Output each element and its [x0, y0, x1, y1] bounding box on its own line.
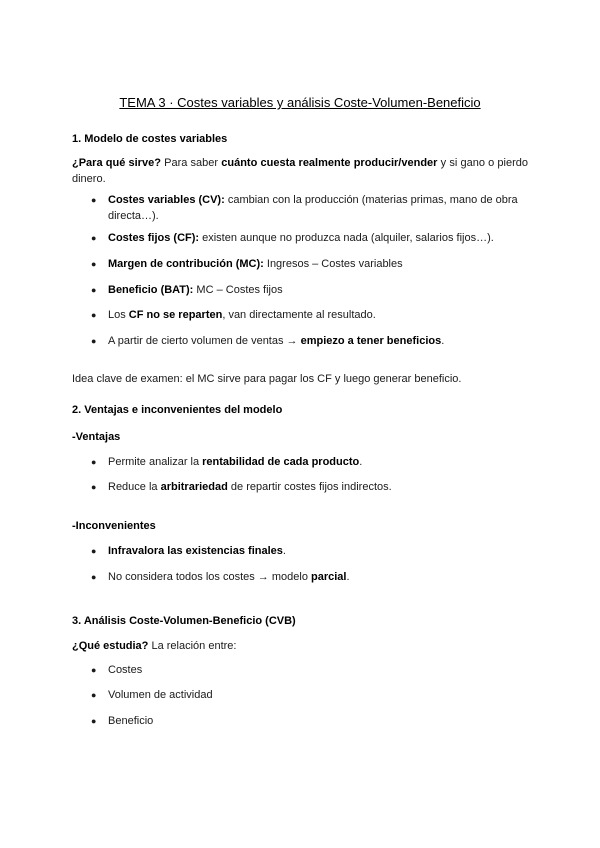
list-item-text: cambian con la producción (materias primas, mano de obra directa…).: [108, 194, 518, 222]
list-item-text: .: [441, 335, 445, 347]
list-item: [91, 662, 528, 678]
list-item: [91, 230, 528, 246]
disadvantages-label: -Inconvenientes: [72, 520, 156, 532]
bullet-icon: ●: [91, 546, 97, 556]
list-item: [91, 256, 528, 272]
list-item-text: existen aunque no produzca nada (alquiler, salarios fijos…).: [199, 232, 494, 244]
advantages-label: -Ventajas: [72, 431, 121, 443]
list-item-bold: rentabilidad de cada producto: [202, 456, 360, 468]
list-item: [91, 454, 528, 470]
section-1-heading: 1. Modelo de costes variables: [72, 133, 228, 145]
list-item: [91, 192, 528, 224]
key-idea-text: Idea clave de examen: el MC sirve para pagar los CF y luego generar beneficio.: [72, 373, 462, 385]
list-item-text: Volumen de actividad: [108, 689, 213, 701]
list-item: [91, 543, 528, 559]
bullet-icon: ●: [91, 195, 97, 205]
list-item-text: de repartir costes fijos indirectos.: [227, 481, 392, 493]
section-3-text: La relación entre:: [148, 640, 237, 652]
bullet-icon: ●: [91, 572, 97, 582]
list-item: [91, 687, 528, 703]
list-item-text-pre: A partir de cierto volumen de ventas →: [108, 335, 301, 347]
list-item-bold: empiezo a tener beneficios: [300, 335, 442, 347]
bullet-icon: ●: [91, 336, 97, 346]
intro-text-1: Para saber: [160, 157, 222, 169]
bullet-icon: ●: [91, 665, 97, 675]
list-item: [91, 333, 528, 349]
list-item: [91, 479, 528, 495]
list-item-bold: arbitrariedad: [160, 481, 228, 493]
bullet-icon: ●: [91, 233, 97, 243]
list-item-bold: CF no se reparten: [128, 309, 223, 321]
section-1-intro: [72, 155, 528, 187]
list-item-text-pre: Permite analizar la: [108, 456, 203, 468]
list-item: [91, 569, 528, 585]
list-item-text: Costes: [108, 664, 143, 676]
list-item-text-pre: No considera todos los costes → modelo: [108, 571, 311, 583]
bullet-icon: ●: [91, 457, 97, 467]
list-item-text: .: [359, 456, 363, 468]
list-item-text-pre: Los: [108, 309, 129, 321]
list-item-text: MC – Costes fijos: [193, 284, 283, 296]
list-item-bold: Costes variables (CV):: [108, 194, 225, 206]
list-item-bold: Margen de contribución (MC):: [108, 258, 264, 270]
list-item-bold: parcial: [311, 571, 347, 583]
bullet-icon: ●: [91, 259, 97, 269]
bullet-icon: ●: [91, 285, 97, 295]
section-3-question: ¿Qué estudia?: [72, 640, 149, 652]
bullet-icon: ●: [91, 690, 97, 700]
document-title: TEMA 3 · Costes variables y análisis Coste-Volumen-Beneficio: [119, 95, 481, 110]
list-item: [91, 307, 528, 323]
intro-bold: cuánto cuesta realmente producir/vender: [221, 157, 438, 169]
list-item-bold: Costes fijos (CF):: [108, 232, 200, 244]
section-3-heading: 3. Análisis Coste-Volumen-Beneficio (CVB): [72, 615, 296, 627]
list-item-text: .: [346, 571, 350, 583]
list-item-text: Ingresos – Costes variables: [263, 258, 403, 270]
bullet-icon: ●: [91, 482, 97, 492]
section-3-intro: [72, 638, 528, 654]
list-item-bold: Infravalora las existencias finales: [108, 545, 283, 557]
list-item-text: Beneficio: [108, 715, 154, 727]
list-item: [91, 282, 528, 298]
list-item-text-pre: Reduce la: [108, 481, 161, 493]
intro-question: ¿Para qué sirve?: [72, 157, 161, 169]
list-item-text: , van directamente al resultado.: [222, 309, 376, 321]
section-2-heading: 2. Ventajas e inconvenientes del modelo: [72, 404, 283, 416]
list-item: [91, 713, 528, 729]
intro-text-2: y si gano o pierdo dinero.: [72, 157, 529, 185]
list-item-text: .: [282, 545, 286, 557]
bullet-icon: ●: [91, 716, 97, 726]
list-item-bold: Beneficio (BAT):: [108, 284, 194, 296]
bullet-icon: ●: [91, 310, 97, 320]
